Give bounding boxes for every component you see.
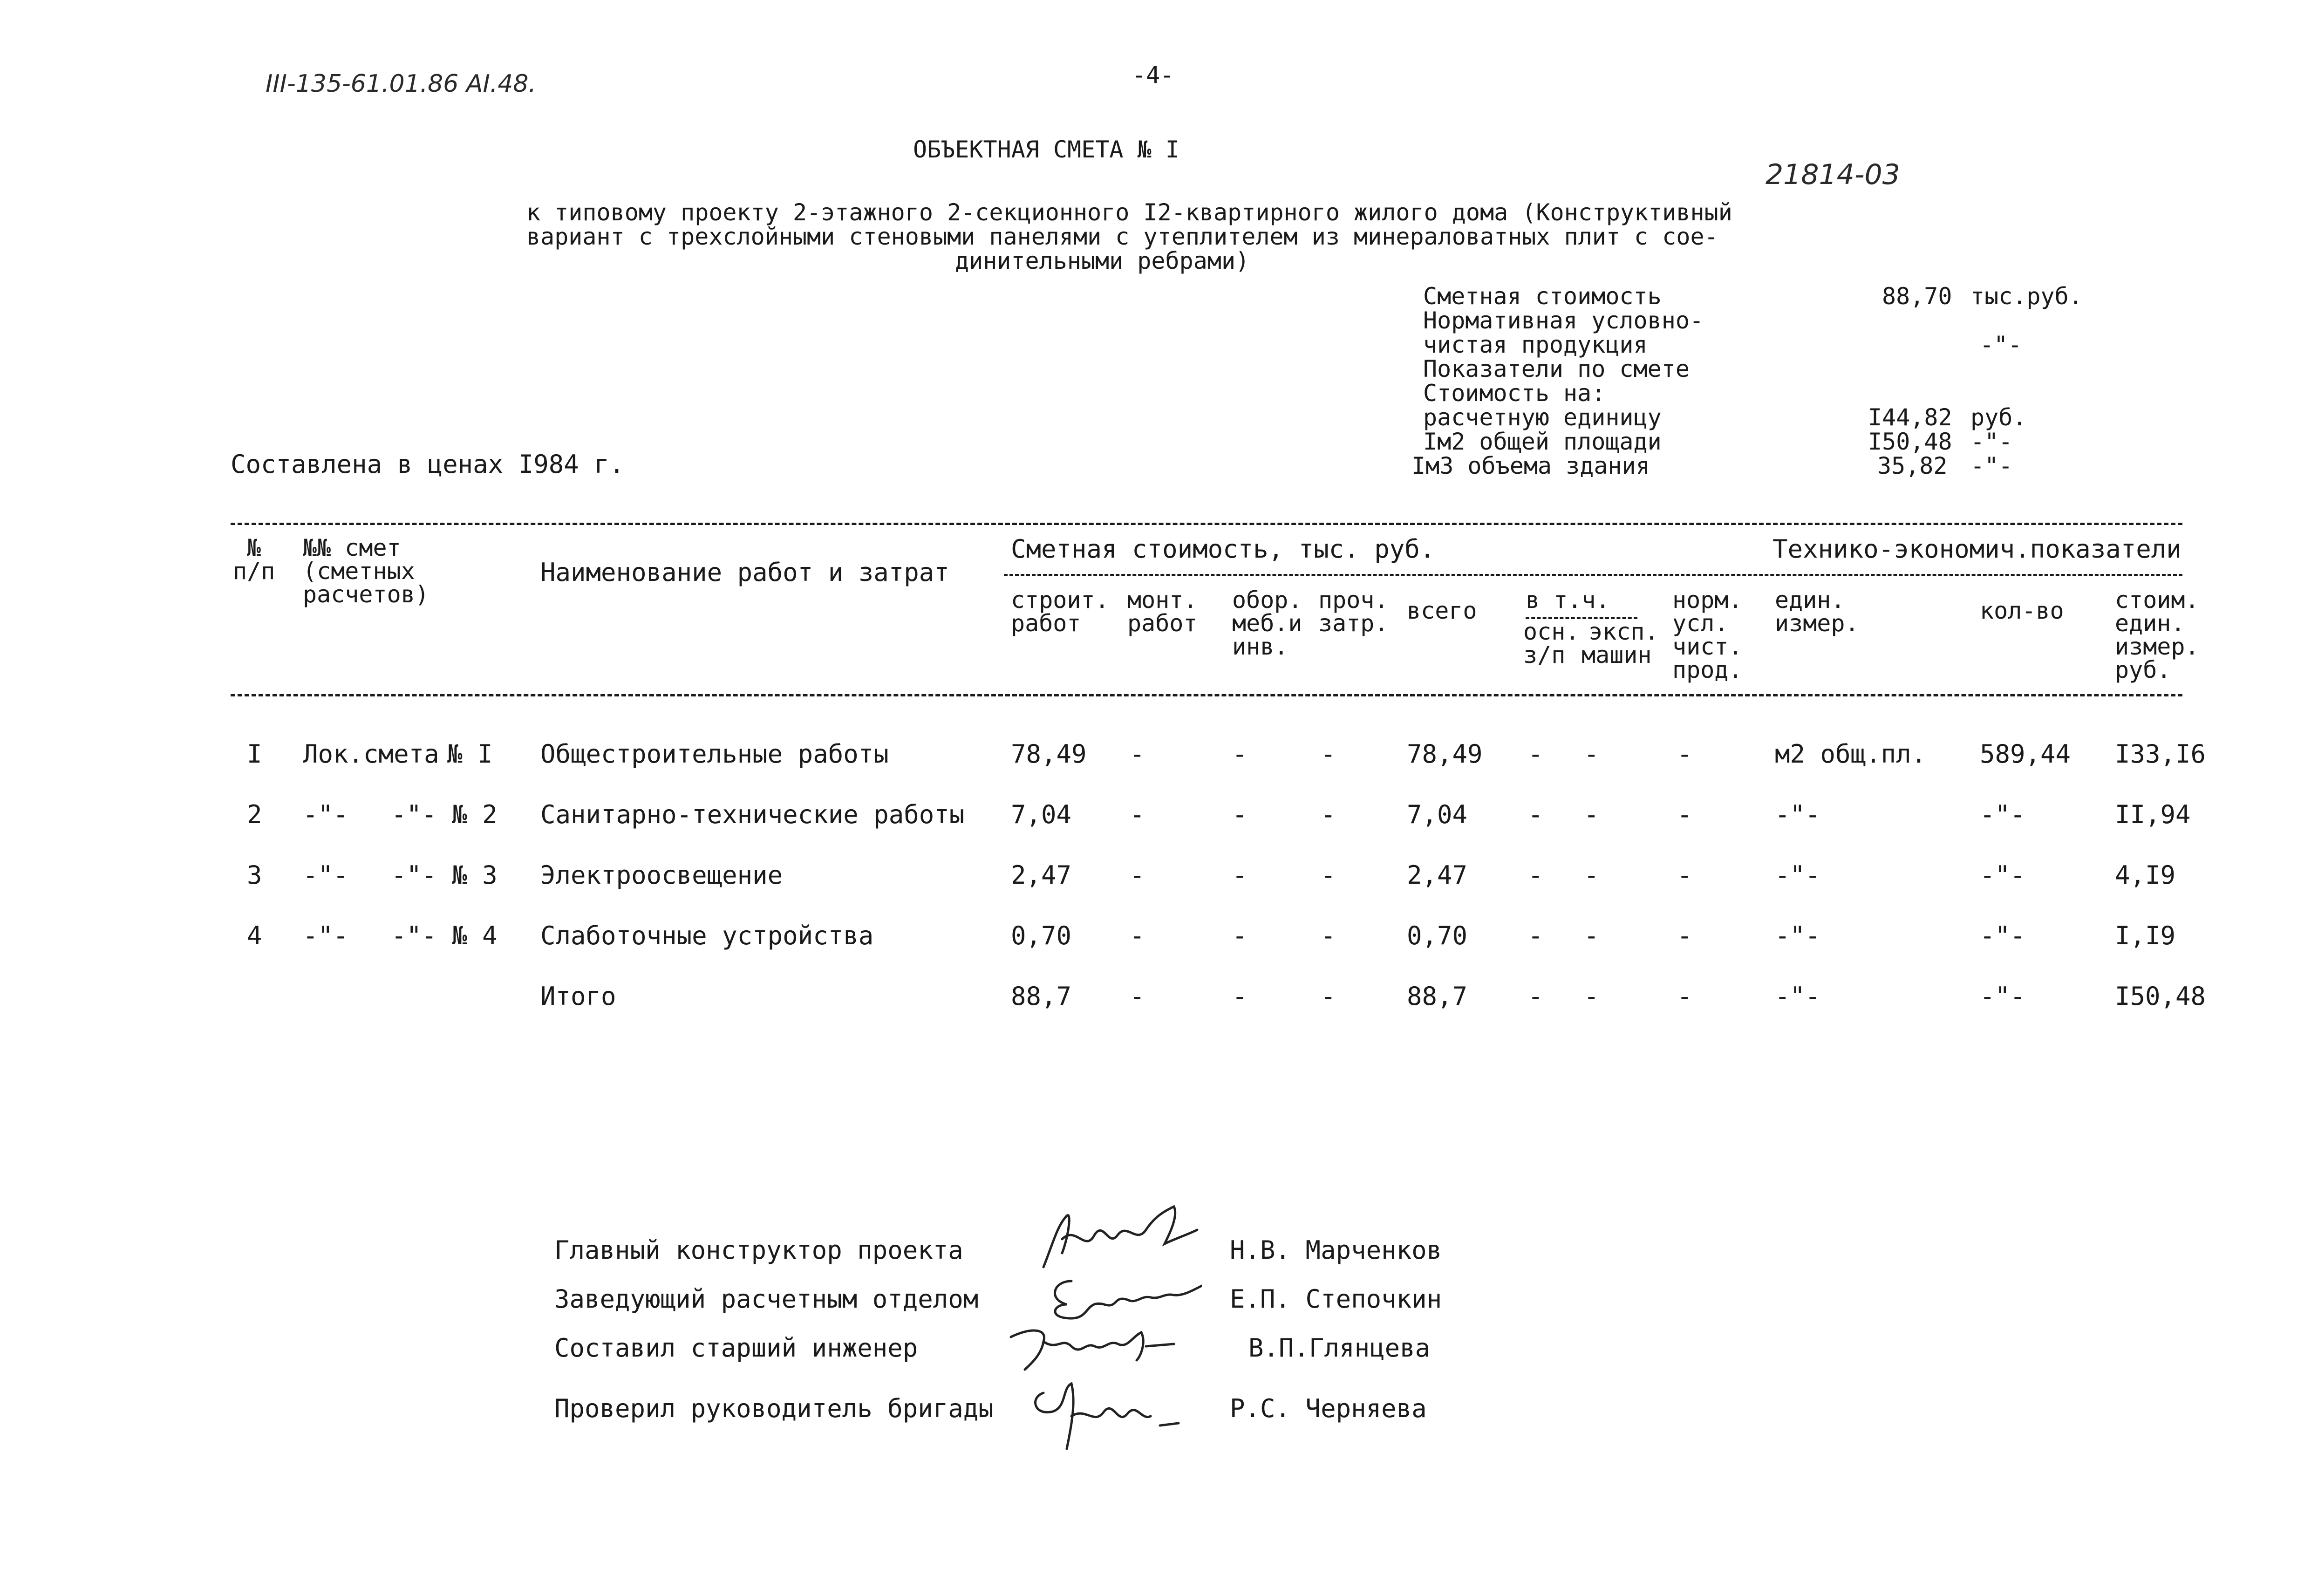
table-header-rule [231,694,2182,696]
summary-unit-unit: руб. [1970,404,2027,431]
hdr-norm-3: чист. [1672,633,1743,660]
summary-unit-cost: тыс.руб. [1970,283,2083,310]
cell-build: 0,70 [1011,921,1072,950]
cell-osn: - [1528,800,1543,829]
hdr-cost-3: измер. [2115,633,2199,660]
signature-role: Заведующий расчетным отделом [554,1284,979,1314]
cell-name: Электроосвещение [540,860,783,890]
subtitle-line-1: к типовому проекту 2-этажного 2-секционного I2-квартирного жилого дома (Конструктивный [526,199,1732,226]
summary-value-unit: I44,82 [1868,404,1952,431]
cell-num: 4 [247,921,262,950]
summary-label-5: Стоимость на: [1423,380,1606,407]
cell-cost: I50,48 [2115,982,2206,1011]
cell-cost: II,94 [2115,800,2191,829]
hdr-equip-2: меб.и [1232,610,1302,637]
summary-value-cost: 88,70 [1882,283,1952,310]
cell-eksp: - [1584,800,1599,829]
handwritten-document-number: 21814-03 [1766,158,1900,191]
cell-estimate-b: -"- № 2 [391,800,498,829]
cell-build: 88,7 [1011,982,1072,1011]
cell-qty: -"- [1980,860,2025,890]
signature-role: Составил старший инженер [554,1333,918,1363]
hdr-incl-b: эксп. [1588,618,1659,645]
subtitle-line-3: динительными ребрами) [955,247,1250,274]
cell-name: Общестроительные работы [540,739,889,769]
cell-num: 2 [247,800,262,829]
cell-eksp: - [1584,921,1599,950]
summary-value-area: I50,48 [1868,428,1952,455]
cell-mount: - [1130,800,1145,829]
cell-total: 88,7 [1407,982,1468,1011]
hdr-equip-1: обор. [1232,587,1302,614]
cell-mount: - [1130,739,1145,769]
hdr-incl: в т.ч. [1526,587,1610,614]
cell-estimate-b: № I [447,739,493,769]
cell-other: - [1321,739,1336,769]
summary-label-3: чистая продукция [1423,331,1648,358]
cell-estimate-a: -"- [303,921,348,950]
signatory-name: Р.С. Черняева [1230,1394,1427,1423]
cell-unit: -"- [1775,800,1820,829]
cell-num: I [247,739,262,769]
cell-norm: - [1677,739,1692,769]
cell-num: 3 [247,860,262,890]
hdr-cost-4: руб. [2115,656,2171,683]
cell-build: 2,47 [1011,860,1072,890]
hdr-total: всего [1407,597,1477,624]
handwritten-signature [1002,1318,1179,1374]
hdr-build-1: строит. [1011,587,1109,614]
cell-equip: - [1232,921,1248,950]
cell-unit: м2 общ.пл. [1775,739,1927,769]
cell-qty: 589,44 [1980,739,2071,769]
cost-group-rule [1004,574,2182,576]
summary-unit-volume: -"- [1970,452,2013,479]
cell-qty: -"- [1980,921,2025,950]
handwritten-signature [1043,1267,1202,1323]
hdr-qty: кол-во [1980,597,2064,624]
cell-other: - [1321,982,1336,1011]
summary-label-8: Iм3 объема здания [1411,452,1650,479]
cell-osn: - [1528,921,1543,950]
cell-norm: - [1677,921,1692,950]
hdr-norm-4: прод. [1672,656,1743,683]
cell-estimate-b: -"- № 4 [391,921,498,950]
hdr-cost-2: един. [2115,610,2185,637]
hdr-mount-1: монт. [1127,587,1198,614]
cell-cost: I,I9 [2115,921,2176,950]
signatory-name: Е.П. Степочкин [1230,1284,1442,1314]
cell-eksp: - [1584,860,1599,890]
cell-estimate-a: -"- [303,860,348,890]
hdr-equip-3: инв. [1232,633,1288,660]
cell-mount: - [1130,921,1145,950]
summary-label-6: расчетную единицу [1423,404,1662,431]
cell-unit: -"- [1775,982,1820,1011]
cell-norm: - [1677,860,1692,890]
hdr-cost-group: Сметная стоимость, тыс. руб. [1011,534,1435,564]
prices-note: Составлена в ценах I984 г. [231,450,625,479]
summary-unit-product: -"- [1980,331,2022,358]
summary-value-volume: 35,82 [1877,452,1948,479]
cell-qty: -"- [1980,982,2025,1011]
hdr-unit-2: измер. [1775,610,1859,637]
cell-other: - [1321,800,1336,829]
hdr-incl-a: осн. [1523,618,1580,645]
hdr-incl-b2: машин [1582,641,1652,668]
hdr-num-1: № [247,534,261,561]
cell-norm: - [1677,800,1692,829]
cell-equip: - [1232,982,1248,1011]
cell-estimate-a: -"- [303,800,348,829]
cell-name: Слаботочные устройства [540,921,874,950]
signatory-name: Н.В. Марченков [1230,1235,1442,1265]
cell-unit: -"- [1775,921,1820,950]
hdr-other-1: проч. [1318,587,1389,614]
cell-qty: -"- [1980,800,2025,829]
cell-total: 7,04 [1407,800,1468,829]
cell-total: 78,49 [1407,739,1483,769]
cell-total: 2,47 [1407,860,1468,890]
document-code: III-135-61.01.86 AI.48. [266,70,537,98]
summary-label-7: Iм2 общей площади [1423,428,1662,455]
cell-unit: -"- [1775,860,1820,890]
cell-equip: - [1232,860,1248,890]
cell-eksp: - [1584,982,1599,1011]
hdr-unit-1: един. [1775,587,1845,614]
hdr-est-3: расчетов) [303,581,429,608]
cell-mount: - [1130,982,1145,1011]
cell-equip: - [1232,739,1248,769]
cell-other: - [1321,860,1336,890]
cell-build: 78,49 [1011,739,1087,769]
cell-eksp: - [1584,739,1599,769]
cell-estimate-b: -"- № 3 [391,860,498,890]
handwritten-signature [1025,1374,1183,1458]
cell-build: 7,04 [1011,800,1072,829]
cell-total: 0,70 [1407,921,1468,950]
cell-cost: 4,I9 [2115,860,2176,890]
cell-name: Санитарно-технические работы [540,800,965,829]
summary-label-2: Нормативная условно- [1423,307,1704,334]
hdr-est-1: №№ смет [303,534,401,561]
signature-role: Проверил руководитель бригады [554,1394,994,1423]
hdr-norm-1: норм. [1672,587,1743,614]
summary-label-4: Показатели по смете [1423,355,1690,382]
cell-osn: - [1528,982,1543,1011]
signatory-name: В.П.Глянцева [1248,1333,1431,1363]
hdr-other-2: затр. [1318,610,1389,637]
hdr-norm-2: усл. [1672,610,1729,637]
cell-other: - [1321,921,1336,950]
signature-role: Главный конструктор проекта [554,1235,963,1265]
cell-osn: - [1528,739,1543,769]
hdr-incl-a2: з/п [1523,641,1566,668]
cell-norm: - [1677,982,1692,1011]
cell-estimate-a: Лок.смета [303,739,439,769]
cell-name: Итого [540,982,616,1011]
hdr-mount-2: работ [1127,610,1198,637]
hdr-build-2: работ [1011,610,1081,637]
hdr-num-2: п/п [233,558,275,585]
hdr-name: Наименование работ и затрат [540,558,949,587]
cell-mount: - [1130,860,1145,890]
document-title: ОБЪЕКТНАЯ СМЕТА № I [913,136,1179,163]
hdr-cost-1: стоим. [2115,587,2199,614]
page-number: -4- [1132,61,1174,89]
cell-cost: I33,I6 [2115,739,2206,769]
table-top-rule [231,523,2182,525]
cell-equip: - [1232,800,1248,829]
hdr-est-2: (сметных [303,558,415,585]
hdr-tech-group: Технико-экономич.показатели [1772,534,2181,564]
summary-label-1: Сметная стоимость [1423,283,1662,310]
summary-unit-area: -"- [1970,428,2013,455]
subtitle-line-2: вариант с трехслойными стеновыми панелями с утеплителем из минераловатных плит с сое- [526,223,1718,250]
cell-osn: - [1528,860,1543,890]
